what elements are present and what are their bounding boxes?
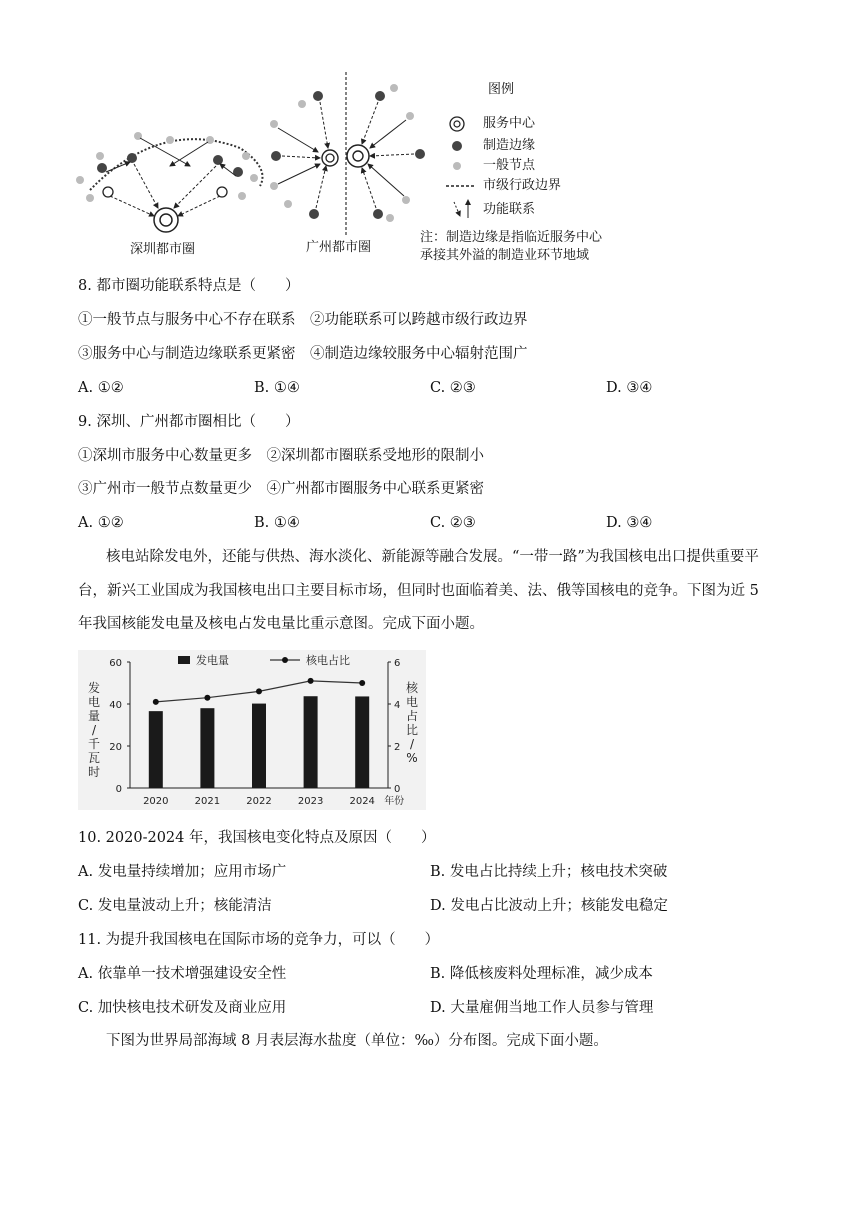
q11-choice-d[interactable]: D. 大量雇佣当地工作人员参与管理 [430, 1000, 654, 1016]
node-icon [103, 187, 113, 197]
y-axis-title-left-char: 瓦 [87, 751, 101, 765]
q9-statements-2: ③广州市一般节点数量更少 ④广州都市圈服务中心联系更紧密 [78, 481, 484, 497]
caption-guangzhou: 广州都市圈 [306, 240, 372, 255]
q8-choice-b[interactable]: B. ①④ [254, 380, 300, 396]
y-tick-label-right: 6 [394, 658, 401, 669]
q10-stem: 10. 2020-2024 年，我国核电变化特点及原因（ ） [78, 830, 436, 846]
y-axis-title-left-char: / [91, 723, 97, 737]
y-axis-title-right-char: 占 [405, 709, 419, 723]
y-axis-title-right-char: 核 [405, 681, 419, 695]
legend-label-boundary: 市级行政边界 [483, 178, 562, 193]
manufacturing-edge-icon [452, 141, 462, 151]
q10-choice-b[interactable]: B. 发电占比持续上升；核电技术突破 [430, 864, 668, 880]
q9-stem: 9. 深圳、广州都市圈相比（ ） [78, 414, 300, 430]
legend-line-label: 核电占比 [306, 654, 350, 667]
node-icon [217, 187, 227, 197]
share-point-2024 [359, 680, 365, 686]
y-tick-label-left: 0 [115, 784, 122, 795]
general-node-icons [270, 84, 414, 222]
bar-2020 [149, 711, 163, 788]
bar-2024 [355, 696, 369, 788]
q8-statements-2: ③服务中心与制造边缘联系更紧密 ④制造边缘较服务中心辐射范围广 [78, 346, 528, 362]
y-tick-label-right: 4 [394, 700, 401, 711]
y-axis-title-left-char: 千 [87, 737, 101, 751]
service-center-icon [450, 117, 464, 131]
legend-label-service-center: 服务中心 [483, 116, 536, 131]
service-center-icon [154, 208, 178, 232]
q9-choice-c[interactable]: C. ②③ [430, 515, 476, 531]
bar-2022 [252, 704, 266, 788]
legend-bar-swatch [178, 656, 190, 664]
y-axis-title-right-char: / [409, 737, 415, 751]
y-tick-label-left: 60 [109, 658, 122, 669]
y-axis-title-left-char: 发 [87, 681, 101, 695]
q9-choice-b[interactable]: B. ①④ [254, 515, 300, 531]
q8-choice-c[interactable]: C. ②③ [430, 380, 476, 396]
legend [446, 117, 474, 218]
share-point-2020 [153, 699, 159, 705]
x-unit-label: 年份 [384, 796, 405, 807]
q11-stem: 11. 为提升我国核电在国际市场的竞争力，可以（ ） [78, 932, 440, 948]
x-tick-label: 2020 [143, 796, 169, 807]
x-tick-label: 2023 [297, 796, 324, 807]
passage2-line2: 台，新兴工业国成为我国核电出口主要目标市场，但同时也面临着美、法、俄等国核电的竞争。下图为近 5 [78, 583, 759, 599]
passage3-line1: 下图为世界局部海域 8 月表层海水盐度（单位：‰）分布图。完成下面小题。 [106, 1033, 608, 1049]
q8-choice-a[interactable]: A. ①② [78, 380, 124, 396]
legend-title: 图例 [488, 82, 515, 97]
nuclear-power-chart [78, 650, 426, 810]
q10-choice-a[interactable]: A. 发电量持续增加；应用市场广 [78, 864, 287, 880]
y-axis-title-right-char: 比 [405, 723, 419, 737]
q9-statements-1: ①深圳市服务中心数量更多 ②深圳都市圈联系受地形的限制小 [78, 448, 484, 464]
y-axis-title-left-char: 时 [87, 765, 101, 779]
x-tick-label: 2021 [194, 796, 221, 807]
bar-2023 [304, 696, 318, 788]
manufacturing-edge-icon [213, 155, 223, 165]
x-tick-label: 2022 [246, 796, 272, 807]
manufacturing-edge-icon [127, 153, 137, 163]
bar-2021 [200, 708, 214, 788]
service-center-icon [347, 145, 369, 167]
q8-stem: 8. 都市圈功能联系特点是（ ） [78, 278, 300, 294]
general-node-icon [453, 162, 461, 170]
guangzhou-diagram [270, 84, 425, 222]
y-tick-label-left: 40 [109, 700, 122, 711]
shenzhen-diagram [76, 132, 263, 232]
passage2-line1: 核电站除发电外，还能与供热、海水淡化、新能源等融合发展。“一带一路”为我国核电出口提供重要平 [106, 549, 759, 565]
q8-statements-1: ①一般节点与服务中心不存在联系 ②功能联系可以跨越市级行政边界 [78, 312, 528, 328]
y-axis-title-right-char: % [406, 751, 418, 765]
passage2-line3: 年我国核能发电量及核电占发电量比重示意图。完成下面小题。 [78, 616, 484, 632]
link-arrow-icon [454, 200, 468, 218]
y-tick-label-right: 2 [394, 742, 401, 753]
q9-choice-d[interactable]: D. ③④ [606, 515, 653, 531]
y-axis-title-left-char: 电 [87, 695, 101, 709]
share-point-2021 [204, 695, 210, 701]
y-tick-label-left: 20 [109, 742, 122, 753]
figure-note-line2: 承接其外溢的制造业环节地域 [420, 248, 590, 263]
q10-choice-c[interactable]: C. 发电量波动上升；核能清洁 [78, 898, 272, 914]
legend-label-manufacturing-edge: 制造边缘 [483, 138, 536, 153]
manufacturing-edge-icon [97, 163, 107, 173]
legend-line-point [282, 657, 288, 663]
legend-bar-label: 发电量 [196, 654, 229, 667]
legend-label-link: 功能联系 [483, 202, 536, 217]
share-point-2022 [256, 688, 262, 694]
service-center-icon [322, 150, 338, 166]
legend-label-general-node: 一般节点 [483, 158, 536, 173]
q10-choice-d[interactable]: D. 发电占比波动上升；核能发电稳定 [430, 898, 668, 914]
caption-shenzhen: 深圳都市圈 [130, 242, 196, 257]
q11-choice-b[interactable]: B. 降低核废料处理标准，减少成本 [430, 966, 653, 982]
q9-choice-a[interactable]: A. ①② [78, 515, 124, 531]
y-axis-title-right-char: 电 [405, 695, 419, 709]
y-axis-title-left-char: 量 [87, 709, 101, 723]
x-tick-label: 2024 [349, 796, 375, 807]
q11-choice-a[interactable]: A. 依靠单一技术增强建设安全性 [78, 966, 287, 982]
q11-choice-c[interactable]: C. 加快核电技术研发及商业应用 [78, 1000, 287, 1016]
figure-note-line1: 注：制造边缘是指临近服务中心 [420, 230, 603, 245]
share-point-2023 [308, 678, 314, 684]
q8-choice-d[interactable]: D. ③④ [606, 380, 653, 396]
y-tick-label-right: 0 [394, 784, 401, 795]
